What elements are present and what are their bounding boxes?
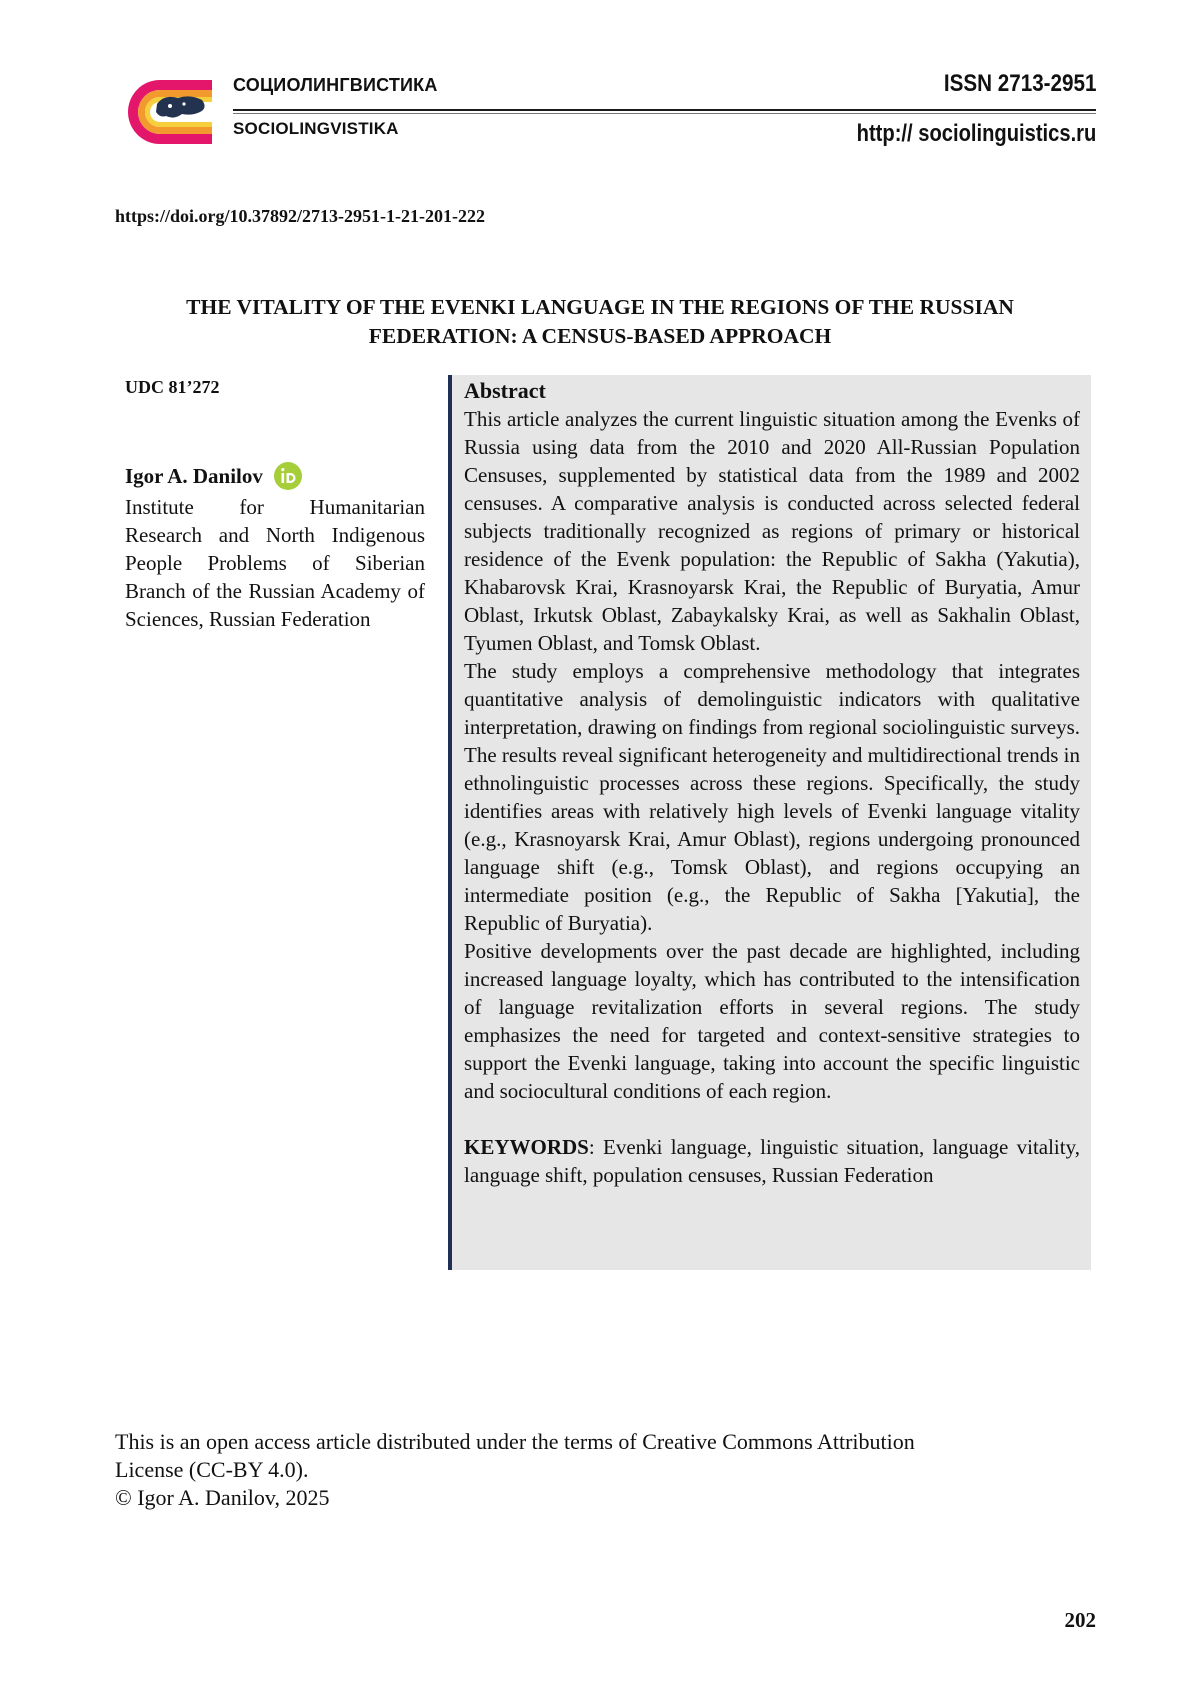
header-rule: [233, 109, 1096, 111]
udc-code: UDC 81’272: [125, 377, 220, 397]
keywords-label: KEYWORDS: [464, 1135, 589, 1159]
abstract-paragraph: Positive developments over the past decade are highlighted, including increased language loyalty, which has contributed to the intensification of language revitalization efforts in several regions. The study emphasizes the need for targeted and context-sensitive strategies to support the Evenki language, taking into account the specific linguistic and sociocultural conditions of each region.: [464, 939, 1080, 1103]
license-line: This is an open access article distributed under the terms of Creative Commons Attribution: [115, 1429, 915, 1454]
author-block: [125, 461, 425, 633]
keywords-list: : Evenki language, linguistic situation, language vitality, language shift, population censuses, Russian Federation: [464, 1135, 1080, 1187]
journal-name-en: SOCIOLINGVISTIKA: [233, 119, 399, 138]
license-notice: [115, 1428, 1075, 1512]
author-name: Igor A. Danilov: [125, 463, 263, 488]
copyright: © Igor A. Danilov, 2025: [115, 1485, 330, 1510]
abstract-paragraph: The study employs a comprehensive methodology that integrates quantitative analysis of demolinguistic indicators with qualitative interpretation, drawing on findings from regional sociolinguistic surveys. The results reveal significant heterogeneity and multidirectional trends in ethnolinguistic processes across these regions. Specifically, the study identifies areas with relatively high levels of Evenki language vitality (e.g., Krasnoyarsk Krai, Amur Oblast), regions undergoing pronounced language shift (e.g., Tomsk Oblast), and regions occupying an intermediate position (e.g., the Republic of Sakha [Yakutia], the Republic of Buryatia).: [464, 659, 1080, 935]
author-affiliation: Institute for Humanitarian Research and North Indigenous People Problems of Siberian Branch of the Russian Academy of Sciences, Russian Federation: [125, 495, 425, 631]
keywords: [464, 1133, 1080, 1189]
orcid-icon[interactable]: [273, 461, 303, 491]
issn: ISSN 2713-2951: [943, 70, 1096, 97]
journal-name-ru: СОЦИОЛИНГВИСТИКА: [233, 75, 438, 95]
journal-logo-icon: [112, 72, 212, 152]
license-line: License (CC-BY 4.0).: [115, 1457, 309, 1482]
doi-link[interactable]: https://doi.org/10.37892/2713-2951-1-21-201-222: [115, 206, 485, 226]
abstract-box: [448, 375, 1091, 1270]
page-number: 202: [1064, 1608, 1096, 1632]
abstract-heading: Abstract: [464, 378, 546, 403]
journal-website-link[interactable]: http:// sociolinguistics.ru: [856, 120, 1096, 147]
abstract-paragraph: This article analyzes the current linguistic situation among the Evenks of Russia using data from the 2010 and 2020 All-Russian Population Censuses, supplemented by statistical data from the 1989 and 2002 censuses. A comparative analysis is conducted across selected federal subjects traditionally recognized as regions of primary or historical residence of the Evenk population: the Republic of Sakha (Yakutia), Khabarovsk Krai, Krasnoyarsk Krai, the Republic of Buryatia, Amur Oblast, Irkutsk Oblast, Zabaykalsky Krai, as well as Sakhalin Oblast, Tyumen Oblast, and Tomsk Oblast.: [464, 407, 1080, 655]
header-rule-thin: [233, 113, 1096, 114]
article-title: THE VITALITY OF THE EVENKI LANGUAGE IN THE REGIONS OF THE RUSSIAN FEDERATION: A CENSUS-BASED APPROACH: [186, 295, 1014, 348]
